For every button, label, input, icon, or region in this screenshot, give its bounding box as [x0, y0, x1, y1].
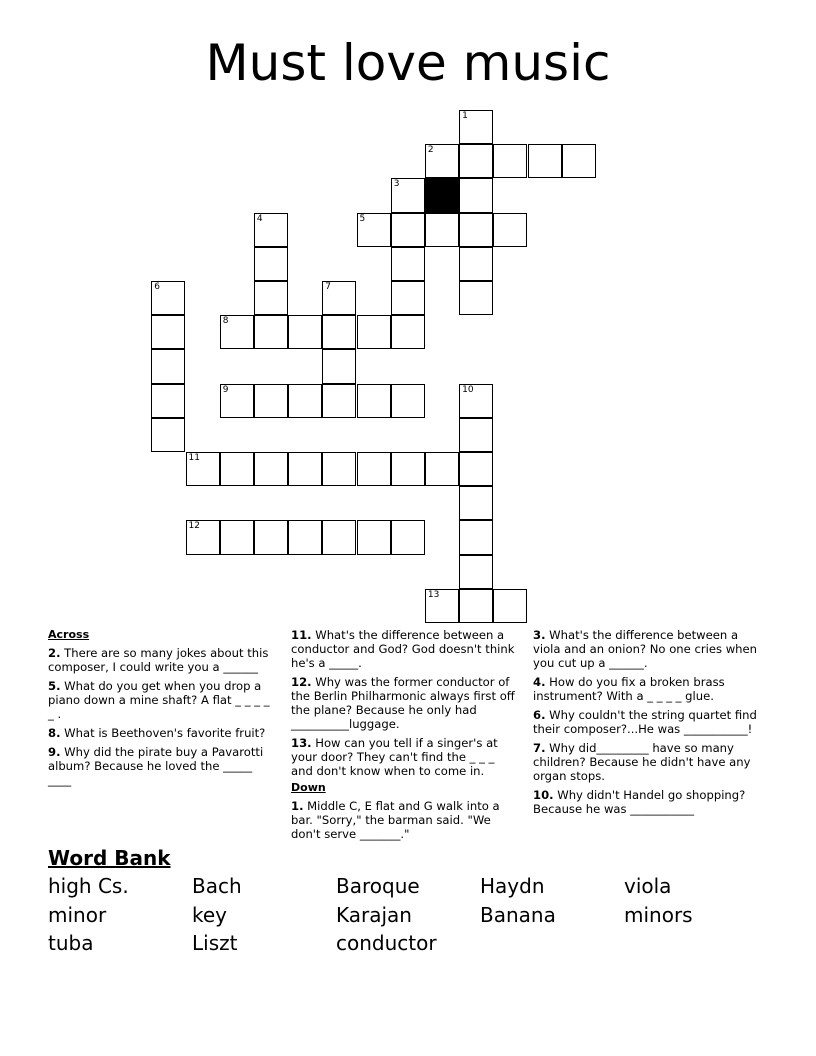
grid-cell[interactable] [459, 144, 493, 178]
word-bank-item: tuba [48, 931, 94, 955]
clue-text: Why did the pirate buy a Pavarotti album? Because he loved the _____ ____ [48, 745, 267, 787]
clue-item [291, 628, 519, 670]
grid-cell[interactable] [151, 315, 185, 349]
grid-cell[interactable] [459, 110, 493, 144]
grid-cell[interactable] [220, 520, 254, 554]
clue-text: Middle C, E flat and G walk into a bar. "Sorry," the barman said. "We don't serve _______." [291, 799, 504, 841]
grid-cell[interactable] [151, 418, 185, 452]
grid-cell[interactable] [357, 315, 391, 349]
grid-cell[interactable] [459, 178, 493, 212]
grid-cell[interactable] [322, 315, 356, 349]
grid-cell[interactable] [151, 384, 185, 418]
word-bank-item: high Cs. [48, 874, 129, 898]
clue-number: 2 [427, 145, 434, 156]
grid-cell[interactable] [357, 213, 391, 247]
clue-num: 13. [291, 736, 312, 750]
grid-cell[interactable] [493, 213, 527, 247]
grid-cell[interactable] [425, 452, 459, 486]
clue-number: 1 [462, 111, 468, 121]
black-cell [425, 178, 459, 212]
clue-item [291, 675, 519, 731]
clue-item [533, 675, 761, 703]
grid-cell[interactable] [459, 555, 493, 589]
grid-cell[interactable] [254, 520, 288, 554]
grid-cell[interactable] [254, 452, 288, 486]
grid-cell[interactable] [391, 384, 425, 418]
grid-cell[interactable] [493, 589, 527, 623]
grid-cell[interactable] [391, 247, 425, 281]
clue-num: 7. [533, 741, 546, 755]
clue-item [48, 745, 276, 787]
grid-cell[interactable] [254, 315, 288, 349]
grid-cell[interactable] [220, 452, 254, 486]
word-bank-item: key [192, 902, 228, 927]
clue-number: 10 [462, 384, 474, 395]
clue-text: How do you fix a broken brass instrument? With a _ _ _ _ glue. [533, 675, 729, 703]
grid-cell[interactable] [322, 349, 356, 383]
clue-number: 8 [222, 316, 229, 327]
word-bank-item: Karajan [336, 902, 412, 927]
clue-num: 1. [291, 799, 304, 813]
grid-cell[interactable] [220, 384, 254, 418]
clue-text: Why was the former conductor of the Berlin Philharmonic always first off the plane? Because he only had __________luggage. [291, 675, 519, 731]
grid-cell[interactable] [459, 520, 493, 554]
grid-cell[interactable] [357, 520, 391, 554]
clue-item [533, 708, 761, 736]
grid-cell[interactable] [391, 178, 425, 212]
grid-cell[interactable] [459, 213, 493, 247]
clue-num: 6. [533, 708, 546, 722]
grid-cell[interactable] [425, 589, 459, 623]
across-header: Across [48, 628, 90, 641]
clues-column-1 [48, 628, 276, 792]
grid-cell[interactable] [459, 247, 493, 281]
grid-cell[interactable] [459, 384, 493, 418]
grid-cell[interactable] [288, 315, 322, 349]
word-bank-item: Baroque [336, 874, 420, 898]
clue-item [533, 788, 761, 816]
grid-cell[interactable] [322, 452, 356, 486]
clue-num: 3. [533, 628, 546, 642]
clue-item [533, 741, 761, 783]
grid-cell[interactable] [459, 486, 493, 520]
clue-item [48, 679, 276, 721]
clue-text: Why did_________ have so many children? Because he didn't have any organ stops. [533, 741, 755, 783]
clue-item [533, 628, 761, 670]
clue-number: 12 [188, 521, 200, 532]
clue-text: What is Beethoven's favorite fruit? [60, 726, 266, 740]
grid-cell[interactable] [288, 452, 322, 486]
word-bank-title: Word Bank [48, 846, 171, 870]
grid-cell[interactable] [220, 315, 254, 349]
grid-cell[interactable] [357, 452, 391, 486]
grid-cell[interactable] [391, 213, 425, 247]
clue-number: 4 [256, 213, 263, 224]
down-header: Down [291, 781, 326, 794]
grid-cell[interactable] [391, 520, 425, 554]
word-bank-item: viola [624, 874, 672, 898]
clue-number: 6 [154, 282, 161, 292]
grid-cell[interactable] [459, 281, 493, 315]
grid-cell[interactable] [459, 452, 493, 486]
grid-cell[interactable] [391, 281, 425, 315]
clue-text: What's the difference between a conductor and God? God doesn't think he's a _____. [291, 628, 519, 670]
clue-num: 5. [48, 679, 61, 693]
clue-num: 11. [291, 628, 312, 642]
clue-number: 13 [427, 589, 440, 600]
grid-cell[interactable] [186, 520, 220, 554]
clue-item [291, 799, 519, 841]
word-bank-item: minor [48, 902, 107, 927]
grid-cell[interactable] [425, 213, 459, 247]
grid-cell[interactable] [391, 452, 425, 486]
clues-column-2 [291, 628, 519, 846]
word-bank-item: minors [624, 902, 693, 927]
word-bank-item: Bach [192, 874, 242, 898]
grid-cell[interactable] [151, 281, 185, 315]
clue-item [48, 726, 276, 740]
clue-text: What's the difference between a viola and an onion? No one cries when you cut up a ______. [533, 628, 761, 670]
clue-item [291, 736, 519, 778]
clue-num: 9. [48, 745, 61, 759]
grid-cell[interactable] [357, 384, 391, 418]
grid-cell[interactable] [254, 281, 288, 315]
word-bank [48, 872, 768, 958]
clue-num: 4. [533, 675, 546, 689]
grid-cell[interactable] [459, 589, 493, 623]
grid-cell[interactable] [151, 349, 185, 383]
clue-number: 5 [359, 213, 366, 224]
clue-text: What do you get when you drop a piano down a mine shaft? A flat _ _ _ _ _ . [48, 679, 274, 721]
clue-text: Why didn't Handel go shopping? Because he was ___________ [533, 788, 749, 816]
grid-cell[interactable] [493, 144, 527, 178]
grid-cell[interactable] [186, 452, 220, 486]
clues-column-3 [533, 628, 761, 821]
grid-cell[interactable] [288, 520, 322, 554]
clue-number: 7 [325, 282, 332, 292]
grid-cell[interactable] [425, 144, 459, 178]
puzzle-title: Must love music [205, 34, 611, 92]
grid-cell[interactable] [391, 315, 425, 349]
grid-cell[interactable] [322, 281, 356, 315]
clue-number: 11 [188, 453, 200, 463]
grid-cell[interactable] [322, 520, 356, 554]
grid-cell[interactable] [322, 384, 356, 418]
clue-item [48, 646, 276, 674]
grid-cell[interactable] [459, 418, 493, 452]
grid-cell[interactable] [528, 144, 562, 178]
clue-num: 2. [48, 646, 61, 660]
clue-number: 3 [393, 179, 400, 190]
grid-cell[interactable] [254, 213, 288, 247]
grid-cell[interactable] [288, 384, 322, 418]
grid-cell[interactable] [254, 384, 288, 418]
word-bank-item: Banana [480, 902, 556, 927]
clue-num: 12. [291, 675, 312, 689]
word-bank-item: Liszt [192, 931, 238, 955]
clue-text: How can you tell if a singer's at your door? They can't find the _ _ _ and don't know when to come in. [291, 736, 502, 778]
grid-cell[interactable] [254, 247, 288, 281]
clue-num: 8. [48, 726, 61, 740]
word-bank-item: Haydn [480, 874, 545, 898]
clue-num: 10. [533, 788, 554, 802]
clue-text: There are so many jokes about this composer, I could write you a ______ [48, 646, 273, 674]
grid-cell[interactable] [562, 144, 596, 178]
clue-number: 9 [222, 384, 229, 395]
clue-text: Why couldn't the string quartet find their composer?...He was ___________! [533, 708, 761, 736]
word-bank-item: conductor [336, 931, 437, 955]
